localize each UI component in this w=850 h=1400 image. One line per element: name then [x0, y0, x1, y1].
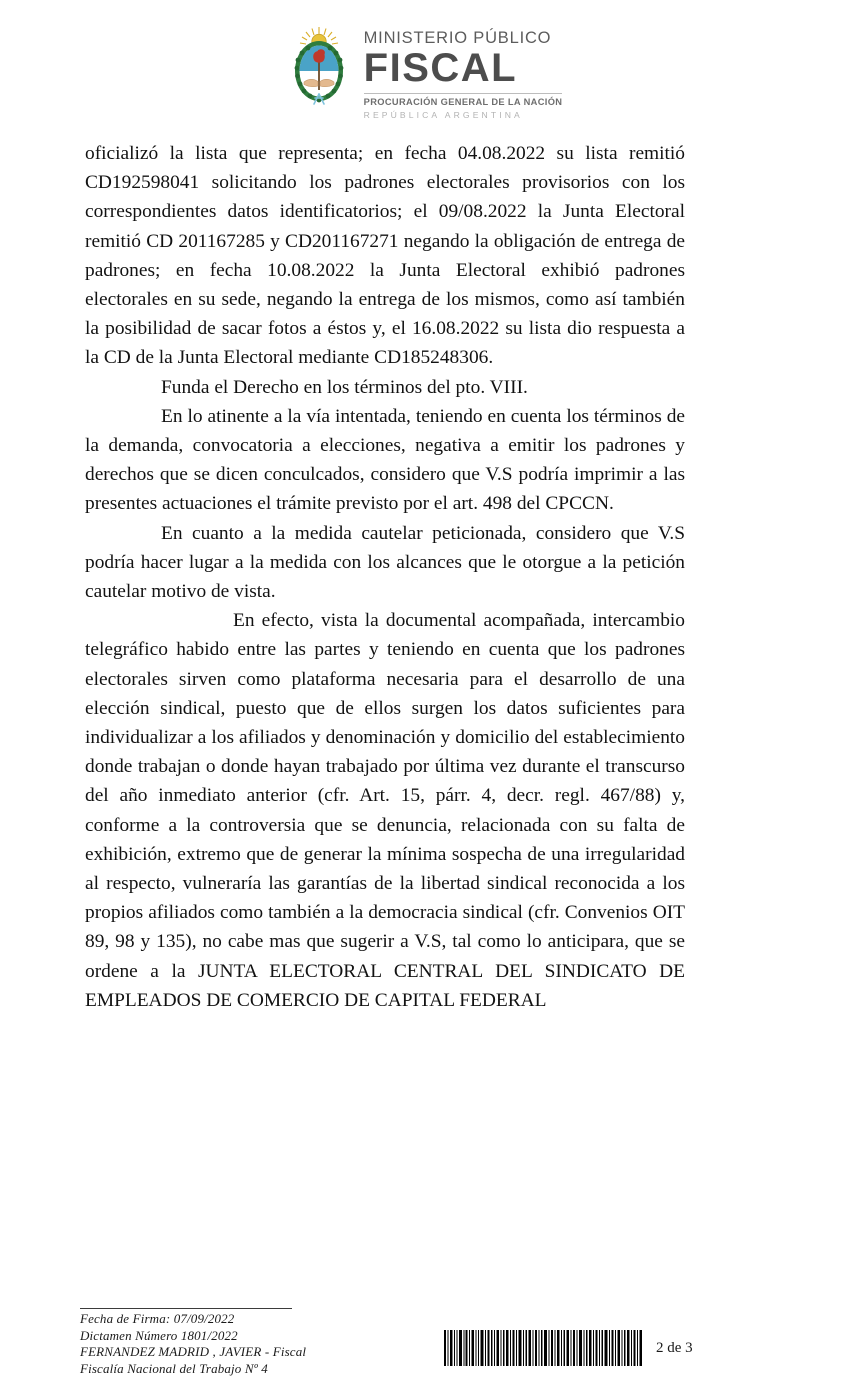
logo-line-republica-argentina: REPÚBLICA ARGENTINA [363, 110, 523, 121]
signature-dictamen-number: Dictamen Número 1801/2022 [80, 1327, 238, 1343]
signature-office: Fiscalía Nacional del Trabajo Nº 4 [80, 1360, 268, 1376]
paragraph: oficializó la lista que representa; en fecha 04.08.2022 su lista remitió CD192598041 solicitando los padrones electorales provisorios con los correspondientes datos identificatorios; el 09/08.2022 la Junta Electoral remitió CD 201167285 y CD201167271 negando la obligación de entrega de padrones; en fecha 10.08.2022 la Junta Electoral exhibió padrones electorales en su sede, negando la entrega de los mismos, como así también la posibilidad de sacar fotos a éstos y, el 16.08.2022 su lista dio respuesta a la CD de la Junta Electoral mediante CD185248306. [85, 143, 685, 369]
logo-line-procuracion: PROCURACIÓN GENERAL DE LA NACIÓN [363, 97, 563, 108]
signature-date: Fecha de Firma: 07/09/2022 [80, 1311, 235, 1326]
signature-signer-name: FERNANDEZ MADRID , JAVIER - Fiscal [80, 1344, 307, 1359]
logo-wordmark [364, 24, 563, 122]
paragraph: En cuanto a la medida cautelar peticionada, considero que V.S podría hacer lugar a la medida con los alcances que le otorgue a la petición cautelar motivo de vista. [85, 522, 685, 603]
barcode-area [443, 1330, 693, 1366]
logo-line-ministerio-publico: MINISTERIO PÚBLICO [363, 29, 552, 47]
digital-signature-block [80, 1308, 410, 1377]
paragraph: Funda el Derecho en los términos del pto. VIII. [161, 376, 528, 398]
logo-line-fiscal: FISCAL [363, 46, 518, 91]
document-barcode [443, 1330, 643, 1366]
page-indicator: 2 de 3 [656, 1339, 693, 1356]
document-body [85, 139, 685, 1015]
logo-divider [364, 93, 563, 94]
argentina-coat-of-arms-icon [288, 24, 350, 116]
ministerio-publico-fiscal-logo [288, 24, 563, 122]
document-footer [0, 1308, 850, 1400]
document-header [0, 24, 850, 122]
paragraph: En efecto, vista la documental acompañada, intercambio telegráfico habido entre las partes y teniendo en cuenta que los padrones electorales sirven como plataforma necesaria para el desarrollo de una elección sindical, puesto que de ellos surgen los datos suficientes para individualizar a los afiliados y denominación y domicilio del establecimiento donde trabajan o donde hayan trabajado por última vez durante el transcurso del año inmediato anterior (cfr. Art. 15, párr. 4, decr. regl. 467/88) y, conforme a la controversia que se denuncia, relacionada con su falta de exhibición, extremo que de generar la mínima sospecha de una irregularidad al respecto, vulneraría las garantías de la libertad sindical reconocida a los propios afiliados como también a la democracia sindical (cfr. Convenios OIT 89, 98 y 135), no cabe mas que sugerir a V.S, tal como lo anticipara, que se ordene a la JUNTA ELECTORAL CENTRAL DEL SINDICATO DE EMPLEADOS DE COMERCIO DE CAPITAL FEDERAL [85, 610, 685, 1011]
paragraph: En lo atinente a la vía intentada, teniendo en cuenta los términos de la demanda, convocatoria a elecciones, negativa a emitir los padrones y derechos que se dicen conculcados, considero que V.S podría imprimir a las presentes actuaciones el trámite previsto por el art. 498 del CPCCN. [85, 405, 685, 515]
signature-divider [80, 1308, 292, 1309]
